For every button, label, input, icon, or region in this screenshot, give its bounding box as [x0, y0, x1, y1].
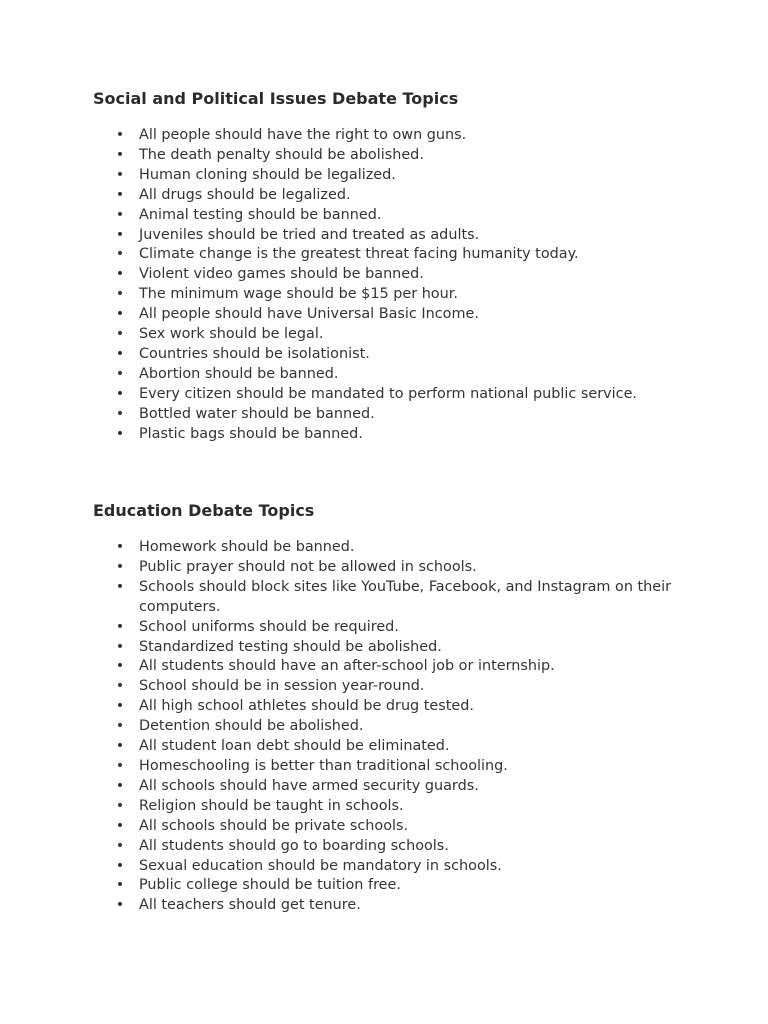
list-item-text: Violent video games should be banned.: [139, 266, 424, 283]
list-item: [93, 206, 684, 226]
list-item: [93, 837, 684, 857]
list-item-text: All teachers should get tenure.: [139, 897, 361, 914]
bullet-icon: •: [115, 166, 125, 183]
bullet-icon: •: [115, 877, 125, 894]
list-item: [93, 797, 684, 817]
list-item-text: All students should have an after-school job or internship.: [139, 658, 555, 675]
bullet-icon: •: [115, 558, 125, 575]
bullet-icon: •: [115, 539, 125, 555]
bullet-icon: •: [115, 246, 125, 263]
section-social-political: [93, 88, 693, 445]
list-item: [93, 538, 684, 558]
bullet-icon: •: [115, 405, 125, 422]
bullet-icon: •: [115, 777, 125, 794]
list-item: [93, 126, 684, 146]
bullet-icon: •: [115, 857, 125, 874]
list-item-text: Public prayer should not be allowed in schools.: [139, 558, 477, 575]
bullet-icon: •: [115, 385, 125, 402]
list-item-text: Human cloning should be legalized.: [139, 166, 396, 183]
bullet-icon: •: [115, 638, 125, 655]
bullet-icon: •: [115, 837, 125, 854]
list-item-text: All people should have the right to own guns.: [139, 127, 467, 143]
list-item-text: All drugs should be legalized.: [139, 186, 351, 203]
list-item: [93, 166, 684, 186]
bullet-icon: •: [115, 718, 125, 735]
list-item-text: The minimum wage should be $15 per hour.: [139, 286, 458, 303]
list-item-text: Homework should be banned.: [139, 539, 355, 555]
list-item-text: Standardized testing should be abolished.: [139, 638, 442, 655]
list-item-text: The death penalty should be abolished.: [139, 146, 424, 163]
list-item-text: Every citizen should be mandated to perform national public service.: [139, 385, 637, 402]
list-item: [93, 265, 684, 285]
list-item-text: Detention should be abolished.: [139, 718, 364, 735]
list-item-text: All schools should have armed security guards.: [139, 777, 479, 794]
list-item: [93, 385, 684, 405]
bullet-icon: •: [115, 186, 125, 203]
bullet-icon: •: [115, 698, 125, 715]
topic-list: [93, 126, 693, 445]
bullet-icon: •: [115, 266, 125, 283]
list-item: [93, 876, 684, 896]
list-item: [93, 896, 684, 916]
list-item-text: Sexual education should be mandatory in schools.: [139, 857, 502, 874]
bullet-icon: •: [115, 127, 125, 143]
bullet-icon: •: [115, 817, 125, 834]
list-item-text: Climate change is the greatest threat facing humanity today.: [139, 246, 579, 263]
list-item-text: All student loan debt should be eliminated.: [139, 738, 450, 755]
list-item-text: School should be in session year-round.: [139, 678, 425, 695]
topic-list: [93, 538, 693, 916]
list-item-text: Schools should block sites like YouTube, Facebook, and Instagram on their computers.: [139, 578, 672, 615]
list-item: [93, 757, 684, 777]
bullet-icon: •: [115, 658, 125, 675]
list-item: [93, 365, 684, 385]
list-item-text: School uniforms should be required.: [139, 618, 399, 635]
list-item: [93, 697, 684, 717]
list-item: [93, 285, 684, 305]
section-heading: Social and Political Issues Debate Topics: [93, 89, 459, 108]
list-item-text: Countries should be isolationist.: [139, 345, 370, 362]
list-item-text: All students should go to boarding schools.: [139, 837, 449, 854]
bullet-icon: •: [115, 306, 125, 323]
list-item-text: All high school athletes should be drug tested.: [139, 698, 474, 715]
list-item-text: Sex work should be legal.: [139, 326, 324, 343]
list-item-text: Juveniles should be tried and treated as adults.: [139, 226, 480, 243]
list-item: [93, 558, 684, 578]
bullet-icon: •: [115, 738, 125, 755]
bullet-icon: •: [115, 146, 125, 163]
bullet-icon: •: [115, 286, 125, 303]
list-item: [93, 857, 684, 877]
list-item-text: Abortion should be banned.: [139, 365, 339, 382]
bullet-icon: •: [115, 345, 125, 362]
list-item: [93, 578, 684, 618]
bullet-icon: •: [115, 425, 125, 442]
list-item: [93, 777, 684, 797]
bullet-icon: •: [115, 206, 125, 223]
list-item: [93, 425, 684, 445]
bullet-icon: •: [115, 226, 125, 243]
list-item: [93, 638, 684, 658]
list-item-text: Homeschooling is better than traditional schooling.: [139, 757, 508, 774]
list-item: [93, 226, 684, 246]
list-item: [93, 677, 684, 697]
list-item: [93, 186, 684, 206]
bullet-icon: •: [115, 897, 125, 914]
list-item-text: Plastic bags should be banned.: [139, 425, 363, 442]
list-item-text: All schools should be private schools.: [139, 817, 409, 834]
bullet-icon: •: [115, 326, 125, 343]
list-item: [93, 325, 684, 345]
list-item-text: All people should have Universal Basic Income.: [139, 306, 479, 323]
bullet-icon: •: [115, 618, 125, 635]
bullet-icon: •: [115, 678, 125, 695]
list-item: [93, 618, 684, 638]
section-heading: Education Debate Topics: [93, 501, 315, 520]
bullet-icon: •: [115, 757, 125, 774]
list-item: [93, 146, 684, 166]
list-item: [93, 345, 684, 365]
bullet-icon: •: [115, 578, 125, 595]
list-item-text: Religion should be taught in schools.: [139, 797, 404, 814]
list-item: [93, 305, 684, 325]
bullet-icon: •: [115, 365, 125, 382]
list-item-text: Public college should be tuition free.: [139, 877, 401, 894]
bullet-icon: •: [115, 797, 125, 814]
list-item: [93, 657, 684, 677]
list-item: [93, 405, 684, 425]
list-item: [93, 245, 684, 265]
list-item: [93, 717, 684, 737]
list-item-text: Bottled water should be banned.: [139, 405, 375, 422]
list-item: [93, 737, 684, 757]
section-education: [93, 500, 693, 916]
list-item: [93, 817, 684, 837]
list-item-text: Animal testing should be banned.: [139, 206, 382, 223]
